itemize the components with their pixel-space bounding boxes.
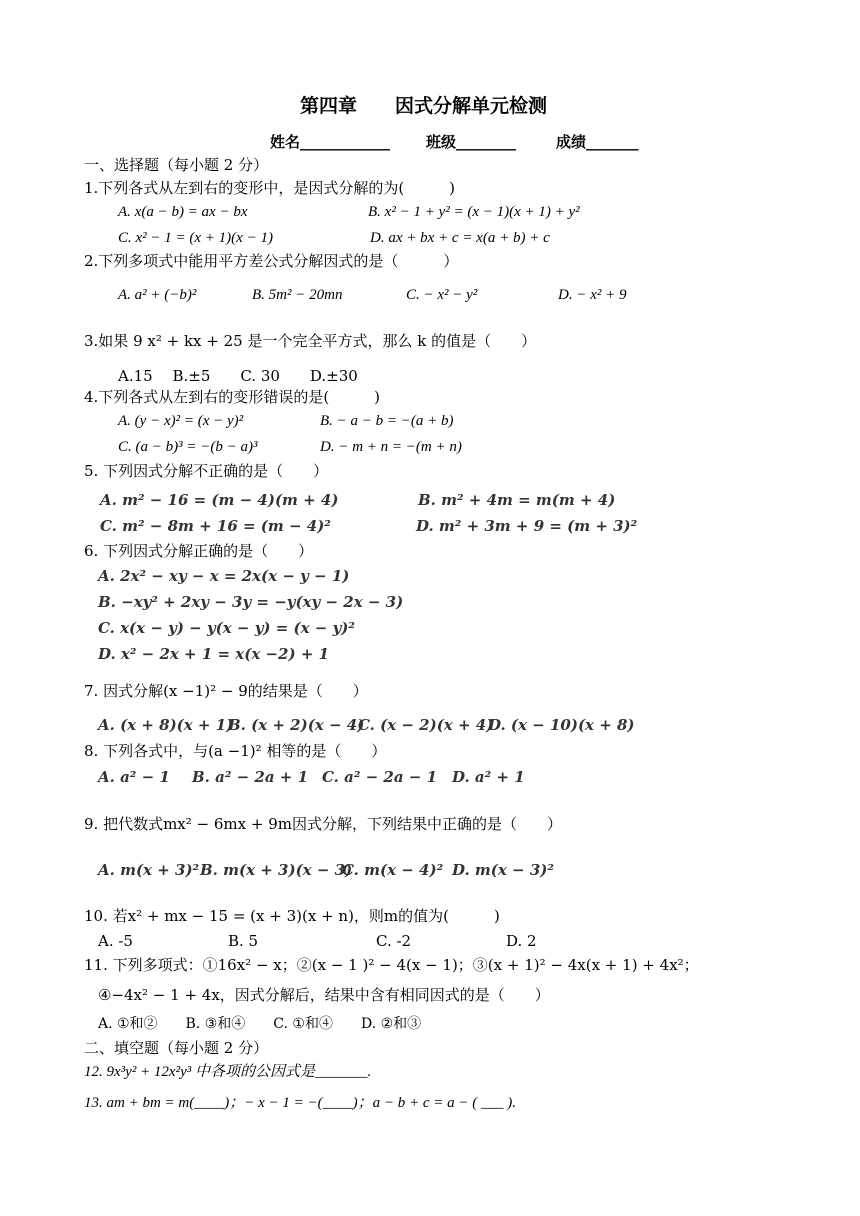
question-6-option-a: A. 2x² − xy − x = 2x(x − y − 1) xyxy=(98,567,350,585)
question-6-option-d: D. x² − 2x + 1 = x(x −2) + 1 xyxy=(98,645,330,663)
name-field: 姓名____________ xyxy=(270,133,391,151)
question-12: 12. 9x³y² + 12x²y³ 中各项的公因式是_______. xyxy=(84,1064,372,1080)
question-9-option-b: B. m(x + 3)(x − 3) xyxy=(200,861,353,879)
question-5-option-d: D. m² + 3m + 9 = (m + 3)² xyxy=(416,517,638,535)
question-3-options: A.15 B.±5 C. 30 D.±30 xyxy=(118,367,358,385)
class-field: 班级________ xyxy=(426,133,517,151)
question-7-option-a: A. (x + 8)(x + 1) xyxy=(98,716,234,734)
question-8-option-d: D. a² + 1 xyxy=(452,768,525,786)
question-9-option-d: D. m(x − 3)² xyxy=(452,861,554,879)
question-2-option-a: A. a² + (−b)² xyxy=(118,287,197,303)
question-6-option-b: B. −xy² + 2xy − 3y = −y(xy − 2x − 3) xyxy=(98,593,404,611)
question-5-option-c: C. m² − 8m + 16 = (m − 4)² xyxy=(100,517,331,535)
question-11-stem-line-1: 11. 下列多项式：①16x² − x；②(x − 1 )² − 4(x − 1)；③(x + 1)² − 4x(x + 1) + 4x²； xyxy=(84,956,699,974)
question-4-option-b: B. − a − b = −(a + b) xyxy=(320,413,454,429)
question-7-option-d: D. (x − 10)(x + 8) xyxy=(488,716,635,734)
section-heading-choice: 一、选择题（每小题 2 分） xyxy=(84,156,269,174)
question-5-stem: 5. 下列因式分解不正确的是（ ） xyxy=(84,462,329,480)
question-1-option-a: A. x(a − b) = ax − bx xyxy=(118,204,248,220)
question-5-option-b: B. m² + 4m = m(m + 4) xyxy=(418,491,616,509)
question-10-option-d: D. 2 xyxy=(506,932,537,950)
question-10-stem: 10. 若x² + mx − 15 = (x + 3)(x + n)，则m的值为( ) xyxy=(84,907,500,925)
question-9-option-a: A. m(x + 3)² xyxy=(98,861,200,879)
question-1-option-c: C. x² − 1 = (x + 1)(x − 1) xyxy=(118,230,273,246)
question-7-stem: 7. 因式分解(x −1)² − 9的结果是（ ） xyxy=(84,682,368,700)
page-title: 第四章 因式分解单元检测 xyxy=(300,95,548,117)
question-8-option-c: C. a² − 2a − 1 xyxy=(322,768,438,786)
question-4-option-a: A. (y − x)² = (x − y)² xyxy=(118,413,244,429)
question-5-option-a: A. m² − 16 = (m − 4)(m + 4) xyxy=(100,491,339,509)
question-8-option-b: B. a² − 2a + 1 xyxy=(192,768,309,786)
question-8-option-a: A. a² − 1 xyxy=(98,768,170,786)
question-8-stem: 8. 下列各式中，与(a −1)² 相等的是（ ） xyxy=(84,742,387,760)
question-4-option-d: D. − m + n = −(m + n) xyxy=(320,439,462,455)
question-10-option-c: C. -2 xyxy=(376,932,412,950)
question-1-option-b: B. x² − 1 + y² = (x − 1)(x + 1) + y² xyxy=(368,204,580,220)
question-11-options: A. ①和② B. ③和④ C. ①和④ D. ②和③ xyxy=(98,1016,422,1032)
question-9-stem: 9. 把代数式mx² − 6mx + 9m因式分解，下列结果中正确的是（ ） xyxy=(84,815,562,833)
question-3-stem: 3.如果 9 x² + kx + 25 是一个完全平方式，那么 k 的值是（ ） xyxy=(84,332,537,350)
question-7-option-b: B. (x + 2)(x − 4) xyxy=(228,716,365,734)
question-13: 13. am + bm = m(____)；− x − 1 = −(____)；a − b + c = a − ( ___ ). xyxy=(84,1095,517,1111)
score-field: 成绩_______ xyxy=(556,133,639,151)
question-10-option-b: B. 5 xyxy=(228,932,259,950)
question-2-option-d: D. − x² + 9 xyxy=(558,287,627,303)
question-10-option-a: A. -5 xyxy=(98,932,133,950)
question-2-option-b: B. 5m² − 20mn xyxy=(252,287,343,303)
question-6-stem: 6. 下列因式分解正确的是（ ） xyxy=(84,542,314,560)
question-11-stem-line-2: ④−4x² − 1 + 4x，因式分解后，结果中含有相同因式的是（ ） xyxy=(98,986,550,1004)
question-6-option-c: C. x(x − y) − y(x − y) = (x − y)² xyxy=(98,619,355,637)
section-heading-fill: 二、填空题（每小题 2 分） xyxy=(84,1039,269,1057)
question-2-stem: 2.下列多项式中能用平方差公式分解因式的是（ ） xyxy=(84,252,459,270)
question-1-option-d: D. ax + bx + c = x(a + b) + c xyxy=(370,230,550,246)
question-1-stem: 1.下列各式从左到右的变形中，是因式分解的为( ) xyxy=(84,179,456,197)
question-4-stem: 4.下列各式从左到右的变形错误的是( ) xyxy=(84,388,381,406)
question-9-option-c: C. m(x − 4)² xyxy=(342,861,444,879)
question-4-option-c: C. (a − b)³ = −(b − a)³ xyxy=(118,439,258,455)
question-2-option-c: C. − x² − y² xyxy=(406,287,478,303)
question-7-option-c: C. (x − 2)(x + 4) xyxy=(358,716,494,734)
